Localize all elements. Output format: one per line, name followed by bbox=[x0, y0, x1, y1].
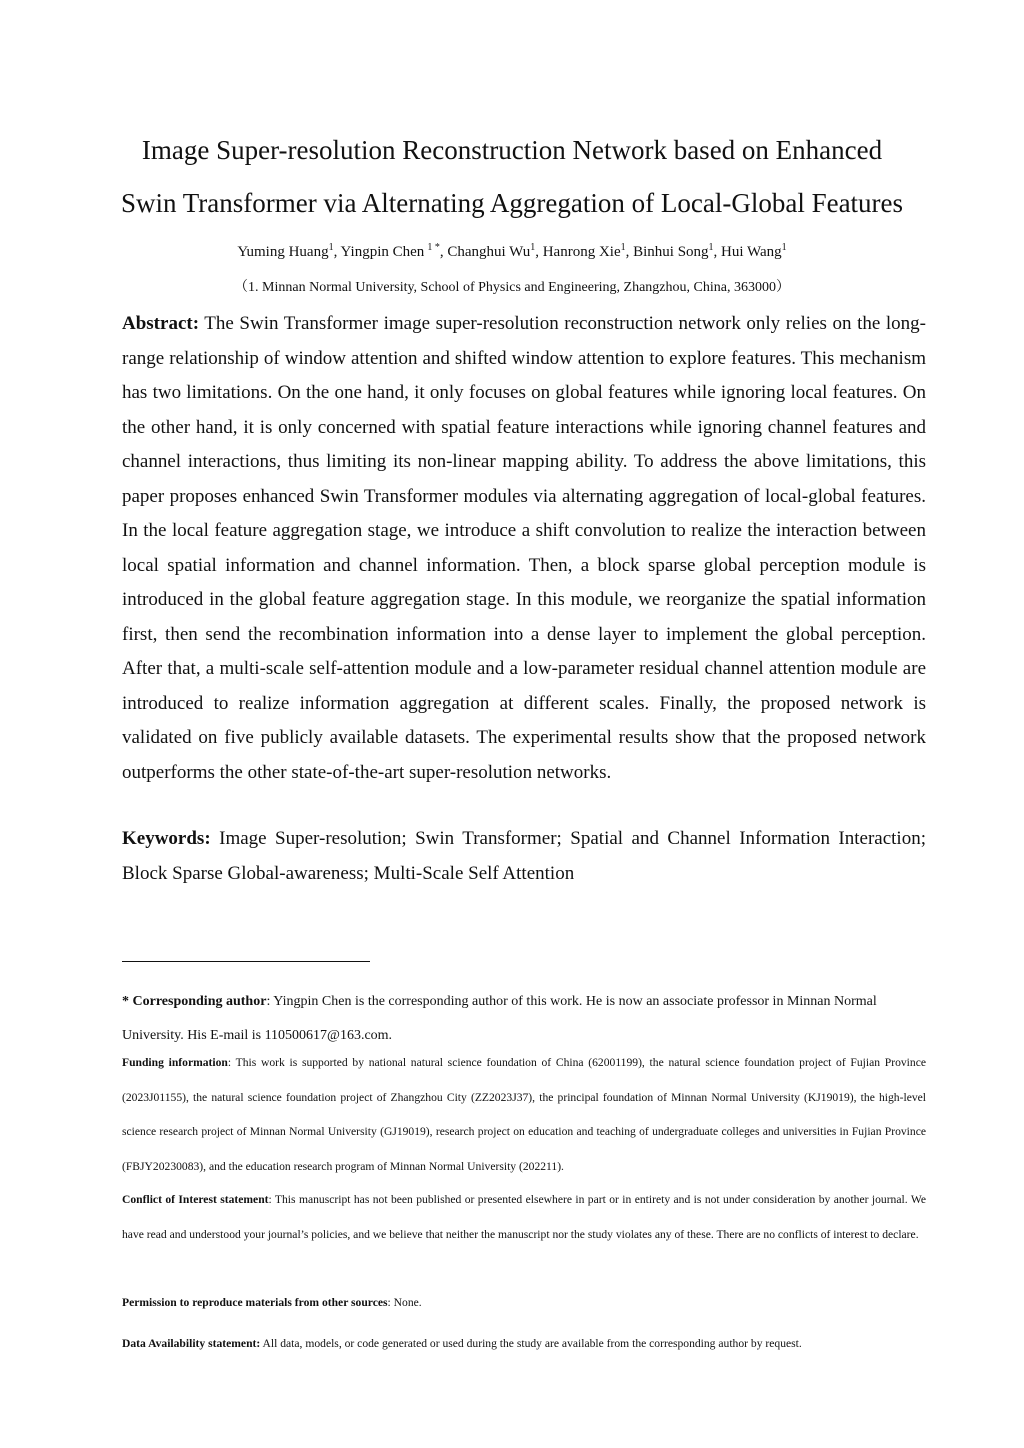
permission-text: : None. bbox=[387, 1296, 422, 1309]
conflict-text: : This manuscript has not been published or presented elsewhere in part or in entirety and is not under consideration by another journal. We have read and understood your journal’s policies, and we believe that neither the manuscript nor the study violates any of these. There are no conflicts of interest to declare. bbox=[122, 1193, 926, 1241]
keywords bbox=[122, 822, 926, 891]
author-affiliation-mark: 1 * bbox=[427, 242, 440, 253]
author-affiliation-mark: 1 bbox=[781, 242, 787, 253]
abstract-text: The Swin Transformer image super-resolution reconstruction network only relies on the long-range relationship of window attention and shifted window attention to explore features. This mechanism has two limitations. On the one hand, it only focuses on global features while ignoring local features. On the other hand, it is only concerned with spatial feature interactions while ignoring channel features and channel interactions, thus limiting its non-linear mapping ability. To address the above limitations, this paper proposes enhanced Swin Transformer modules via alternating aggregation of local-global features. In the local feature aggregation stage, we introduce a shift convolution to realize the interaction between local spatial information and channel information. Then, a block sparse global perception module is introduced in the global feature aggregation stage. In this module, we reorganize the spatial information first, then send the recombination information into a dense layer to implement the global perception. After that, a multi-scale self-attention module and a low-parameter residual channel attention module are introduced to realize information aggregation at different scales. Finally, the proposed network is validated on five publicly available datasets. The experimental results show that the proposed network outperforms the other state-of-the-art super-resolution networks. bbox=[122, 313, 926, 783]
author-name: Yingpin Chen bbox=[340, 244, 425, 260]
data-availability-text: All data, models, or code generated or used during the study are available from the corresponding author by request. bbox=[260, 1337, 802, 1350]
corresponding-author-text: : Yingpin Chen is the corresponding author of this work. He is now an associate professor in Minnan Normal University. His E-mail is 110500617@163.com. bbox=[122, 994, 877, 1043]
abstract-label: Abstract: bbox=[122, 313, 200, 334]
author-name: Hui Wang bbox=[721, 244, 782, 260]
permission-label: Permission to reproduce materials from other sources bbox=[122, 1296, 388, 1309]
author-affiliation-mark: 1 bbox=[328, 242, 334, 253]
author-affiliation-mark: 1 bbox=[530, 242, 536, 253]
paper-title-line-1: Image Super-resolution Reconstruction Network based on Enhanced bbox=[141, 135, 883, 165]
corresponding-author-footnote bbox=[122, 985, 926, 1053]
author-name: Binhui Song bbox=[633, 244, 709, 260]
corresponding-author-label: Corresponding author bbox=[132, 994, 267, 1009]
author-name: Yuming Huang bbox=[237, 244, 329, 260]
conflict-of-interest-footnote bbox=[122, 1183, 926, 1252]
affiliation: （1. Minnan Normal University, School of Physics and Engineering, Zhangzhou, China, 363000） bbox=[234, 280, 790, 295]
data-availability-footnote bbox=[122, 1327, 926, 1362]
author-affiliation-mark: 1 bbox=[620, 242, 626, 253]
permission-footnote bbox=[122, 1286, 926, 1321]
data-availability-label: Data Availability statement: bbox=[122, 1337, 261, 1350]
author-affiliation-mark: 1 bbox=[708, 242, 714, 253]
paper-title-line-2: Swin Transformer via Alternating Aggregation of Local-Global Features bbox=[120, 188, 904, 218]
author-name: Changhui Wu bbox=[447, 244, 531, 260]
funding-text: : This work is supported by national natural science foundation of China (62001199), the natural science foundation project of Fujian Province (2023J01155), the natural science foundation project of Zhangzhou City (ZZ2023J37), the principal foundation of Minnan Normal University (KJ19019), the high-level science research project of Minnan Normal University (GJ19019), research project on education and teaching of undergraduate colleges and universities in Fujian Province (FBJY20230083), and the education research program of Minnan Normal University (202211). bbox=[122, 1056, 926, 1173]
funding-label: Funding information bbox=[122, 1056, 228, 1069]
abstract bbox=[122, 307, 926, 790]
footnote-divider bbox=[122, 961, 370, 962]
author-name: Hanrong Xie bbox=[542, 244, 621, 260]
funding-footnote bbox=[122, 1046, 926, 1184]
keywords-text: Image Super-resolution; Swin Transformer; Spatial and Channel Information Interaction; Block Sparse Global-awareness; Multi-Scale Self Attention bbox=[122, 828, 926, 884]
footnote-star: * bbox=[122, 994, 129, 1009]
conflict-label: Conflict of Interest statement bbox=[122, 1193, 269, 1206]
keywords-label: Keywords: bbox=[122, 828, 211, 849]
author-list: Yuming Huang$^1$, Yingpin Chen $^{1 *}$, Changhui Wu$^1$, Hanrong Xie$^1$, Binhui Song$^1$, Hui Wang$^1$ bbox=[237, 242, 787, 260]
